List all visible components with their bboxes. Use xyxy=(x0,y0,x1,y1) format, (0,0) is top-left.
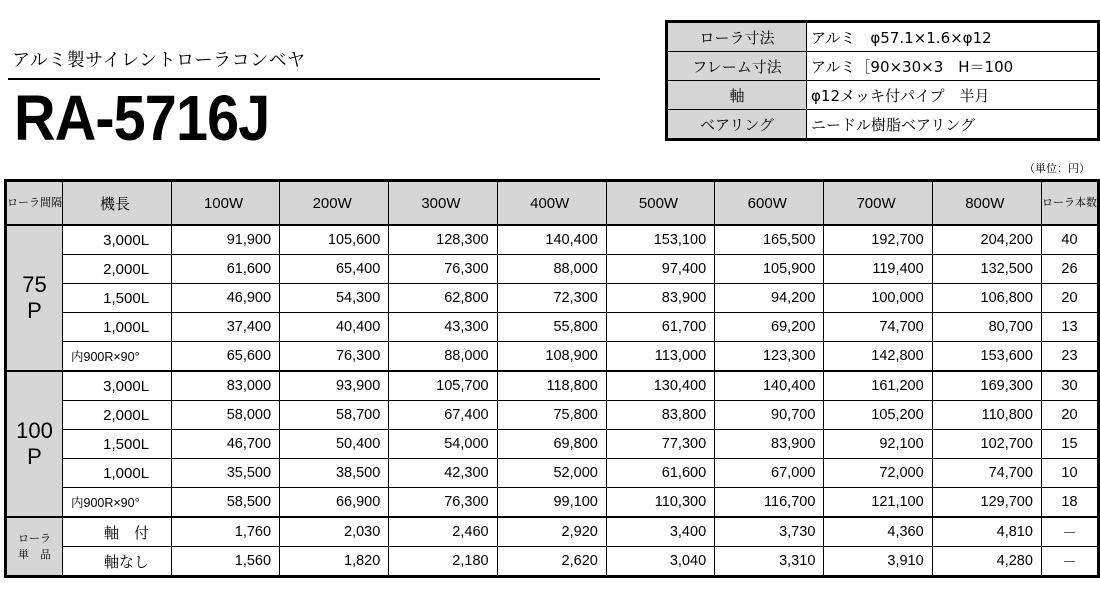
price-cell: 67,000 xyxy=(715,459,824,488)
price-cell: 50,400 xyxy=(280,430,389,459)
price-cell: 88,000 xyxy=(389,342,497,372)
row-length: 3,000L xyxy=(63,371,172,401)
price-cell: 83,900 xyxy=(606,284,714,313)
price-cell: 58,000 xyxy=(172,401,280,430)
price-cell: 65,400 xyxy=(280,255,389,284)
price-cell: 37,400 xyxy=(172,313,280,342)
table-row xyxy=(7,371,1098,401)
price-cell: 74,700 xyxy=(932,459,1041,488)
header-width: 500W xyxy=(606,182,714,226)
price-cell: 153,100 xyxy=(606,225,714,255)
roller-count: 20 xyxy=(1041,401,1097,430)
price-cell: 130,400 xyxy=(606,371,714,401)
price-cell: 35,500 xyxy=(172,459,280,488)
price-cell: 1,760 xyxy=(172,517,280,547)
price-cell: 121,100 xyxy=(824,488,932,518)
row-length: 内900R×90° xyxy=(63,342,172,372)
price-cell: 2,620 xyxy=(497,547,606,576)
roller-count: 20 xyxy=(1041,284,1097,313)
table-row xyxy=(7,517,1098,547)
price-cell: 38,500 xyxy=(280,459,389,488)
group-label-bottom: 単 品 xyxy=(18,548,51,561)
roller-count: 15 xyxy=(1041,430,1097,459)
price-cell: 69,800 xyxy=(497,430,606,459)
price-cell: 3,310 xyxy=(715,547,824,576)
group-label xyxy=(7,371,63,517)
row-length: 2,000L xyxy=(63,401,172,430)
price-cell: 74,700 xyxy=(824,313,932,342)
price-cell: 83,800 xyxy=(606,401,714,430)
group-label-bottom: P xyxy=(27,444,42,469)
price-cell: 43,300 xyxy=(389,313,497,342)
row-length: 2,000L xyxy=(63,255,172,284)
table-row xyxy=(7,459,1098,488)
price-cell: 192,700 xyxy=(824,225,932,255)
price-cell: 119,400 xyxy=(824,255,932,284)
price-cell: 129,700 xyxy=(932,488,1041,518)
price-cell: 52,000 xyxy=(497,459,606,488)
price-cell: 3,910 xyxy=(824,547,932,576)
spec-value: ニードル樹脂ベアリング xyxy=(807,110,1098,139)
spec-row xyxy=(668,52,1098,81)
price-cell: 58,700 xyxy=(280,401,389,430)
roller-count: 23 xyxy=(1041,342,1097,372)
title-underline xyxy=(8,78,600,80)
price-cell: 142,800 xyxy=(824,342,932,372)
spec-label: ベアリング xyxy=(668,110,807,139)
price-cell: 42,300 xyxy=(389,459,497,488)
table-row xyxy=(7,488,1098,518)
table-row xyxy=(7,225,1098,255)
price-cell: 72,000 xyxy=(824,459,932,488)
price-cell: 2,180 xyxy=(389,547,497,576)
price-cell: 69,200 xyxy=(715,313,824,342)
price-cell: 91,900 xyxy=(172,225,280,255)
price-cell: 88,000 xyxy=(497,255,606,284)
spec-value: アルミ φ57.1×1.6×φ12 xyxy=(807,23,1098,52)
table-row xyxy=(7,313,1098,342)
price-cell: 110,300 xyxy=(606,488,714,518)
price-cell: 94,200 xyxy=(715,284,824,313)
price-cell: 3,730 xyxy=(715,517,824,547)
price-cell: 132,500 xyxy=(932,255,1041,284)
price-cell: 65,600 xyxy=(172,342,280,372)
price-cell: 105,200 xyxy=(824,401,932,430)
spec-label: ローラ寸法 xyxy=(668,23,807,52)
price-cell: 100,000 xyxy=(824,284,932,313)
row-length: 内900R×90° xyxy=(63,488,172,518)
price-cell: 67,400 xyxy=(389,401,497,430)
table-row xyxy=(7,401,1098,430)
spec-row xyxy=(668,23,1098,52)
price-cell: 169,300 xyxy=(932,371,1041,401)
roller-count: 40 xyxy=(1041,225,1097,255)
header-pitch: ローラ間隔 xyxy=(7,182,63,226)
table-row xyxy=(7,342,1098,372)
price-cell: 113,000 xyxy=(606,342,714,372)
table-header-row xyxy=(7,182,1098,226)
price-cell: 62,800 xyxy=(389,284,497,313)
price-cell: 46,900 xyxy=(172,284,280,313)
model-number: RA-5716J xyxy=(14,82,270,154)
table-row xyxy=(7,547,1098,576)
price-cell: 80,700 xyxy=(932,313,1041,342)
price-cell: 110,800 xyxy=(932,401,1041,430)
unit-note: （単位：円） xyxy=(1024,162,1090,175)
price-cell: 4,280 xyxy=(932,547,1041,576)
price-cell: 105,900 xyxy=(715,255,824,284)
price-cell: 54,000 xyxy=(389,430,497,459)
price-cell: 58,500 xyxy=(172,488,280,518)
price-cell: 99,100 xyxy=(497,488,606,518)
price-cell: 61,700 xyxy=(606,313,714,342)
spec-label: フレーム寸法 xyxy=(668,52,807,81)
price-cell: 2,460 xyxy=(389,517,497,547)
price-cell: 76,300 xyxy=(389,255,497,284)
product-subtitle: アルミ製サイレントローラコンベヤ xyxy=(12,50,306,71)
price-cell: 2,030 xyxy=(280,517,389,547)
price-cell: 102,700 xyxy=(932,430,1041,459)
price-cell: 72,300 xyxy=(497,284,606,313)
header-width: 100W xyxy=(172,182,280,226)
price-cell: 75,800 xyxy=(497,401,606,430)
price-cell: 140,400 xyxy=(497,225,606,255)
price-cell: 153,600 xyxy=(932,342,1041,372)
header-width: 400W xyxy=(497,182,606,226)
price-cell: 55,800 xyxy=(497,313,606,342)
price-cell: 106,800 xyxy=(932,284,1041,313)
roller-count: － xyxy=(1041,517,1097,547)
header-length: 機長 xyxy=(63,182,172,226)
price-cell: 76,300 xyxy=(280,342,389,372)
header-width: 700W xyxy=(824,182,932,226)
group-label-top: 75 xyxy=(22,272,47,297)
group-label-top: 100 xyxy=(16,418,53,443)
table-row xyxy=(7,430,1098,459)
spec-table xyxy=(667,22,1098,139)
row-length: 1,500L xyxy=(63,284,172,313)
spec-row xyxy=(668,110,1098,139)
price-cell: 61,600 xyxy=(606,459,714,488)
header-width: 200W xyxy=(280,182,389,226)
row-length: 軸 付 xyxy=(63,517,172,547)
price-cell: 105,700 xyxy=(389,371,497,401)
header-width: 600W xyxy=(715,182,824,226)
header-roller-count: ローラ本数 xyxy=(1041,182,1097,226)
header-width: 800W xyxy=(932,182,1041,226)
group-label-top: ローラ xyxy=(18,532,51,545)
table-row xyxy=(7,255,1098,284)
price-cell: 116,700 xyxy=(715,488,824,518)
price-cell: 1,560 xyxy=(172,547,280,576)
row-length: 3,000L xyxy=(63,225,172,255)
price-cell: 66,900 xyxy=(280,488,389,518)
spec-value: アルミ［90×30×3 H＝100 xyxy=(807,52,1098,81)
roller-count: 18 xyxy=(1041,488,1097,518)
table-row xyxy=(7,284,1098,313)
price-cell: 4,810 xyxy=(932,517,1041,547)
price-cell: 1,820 xyxy=(280,547,389,576)
price-cell: 61,600 xyxy=(172,255,280,284)
price-cell: 83,000 xyxy=(172,371,280,401)
price-cell: 140,400 xyxy=(715,371,824,401)
price-cell: 165,500 xyxy=(715,225,824,255)
row-length: 軸なし xyxy=(63,547,172,576)
price-cell: 128,300 xyxy=(389,225,497,255)
price-cell: 3,040 xyxy=(606,547,714,576)
price-cell: 3,400 xyxy=(606,517,714,547)
price-cell: 46,700 xyxy=(172,430,280,459)
spec-row xyxy=(668,81,1098,110)
price-cell: 90,700 xyxy=(715,401,824,430)
roller-count: 30 xyxy=(1041,371,1097,401)
price-cell: 123,300 xyxy=(715,342,824,372)
price-cell: 76,300 xyxy=(389,488,497,518)
price-cell: 97,400 xyxy=(606,255,714,284)
roller-count: 13 xyxy=(1041,313,1097,342)
price-cell: 93,900 xyxy=(280,371,389,401)
spec-value: φ12メッキ付パイプ 半月 xyxy=(807,81,1098,110)
price-cell: 2,920 xyxy=(497,517,606,547)
price-cell: 40,400 xyxy=(280,313,389,342)
price-cell: 204,200 xyxy=(932,225,1041,255)
roller-count: 26 xyxy=(1041,255,1097,284)
row-length: 1,500L xyxy=(63,430,172,459)
price-cell: 4,360 xyxy=(824,517,932,547)
price-cell: 54,300 xyxy=(280,284,389,313)
spec-label: 軸 xyxy=(668,81,807,110)
price-cell: 77,300 xyxy=(606,430,714,459)
roller-count: － xyxy=(1041,547,1097,576)
price-cell: 108,900 xyxy=(497,342,606,372)
group-label-bottom: P xyxy=(27,298,42,323)
price-table xyxy=(6,181,1098,576)
row-length: 1,000L xyxy=(63,459,172,488)
price-cell: 92,100 xyxy=(824,430,932,459)
group-label xyxy=(7,517,63,576)
header-width: 300W xyxy=(389,182,497,226)
price-cell: 105,600 xyxy=(280,225,389,255)
price-cell: 83,900 xyxy=(715,430,824,459)
group-label xyxy=(7,225,63,371)
roller-count: 10 xyxy=(1041,459,1097,488)
row-length: 1,000L xyxy=(63,313,172,342)
price-cell: 118,800 xyxy=(497,371,606,401)
price-cell: 161,200 xyxy=(824,371,932,401)
